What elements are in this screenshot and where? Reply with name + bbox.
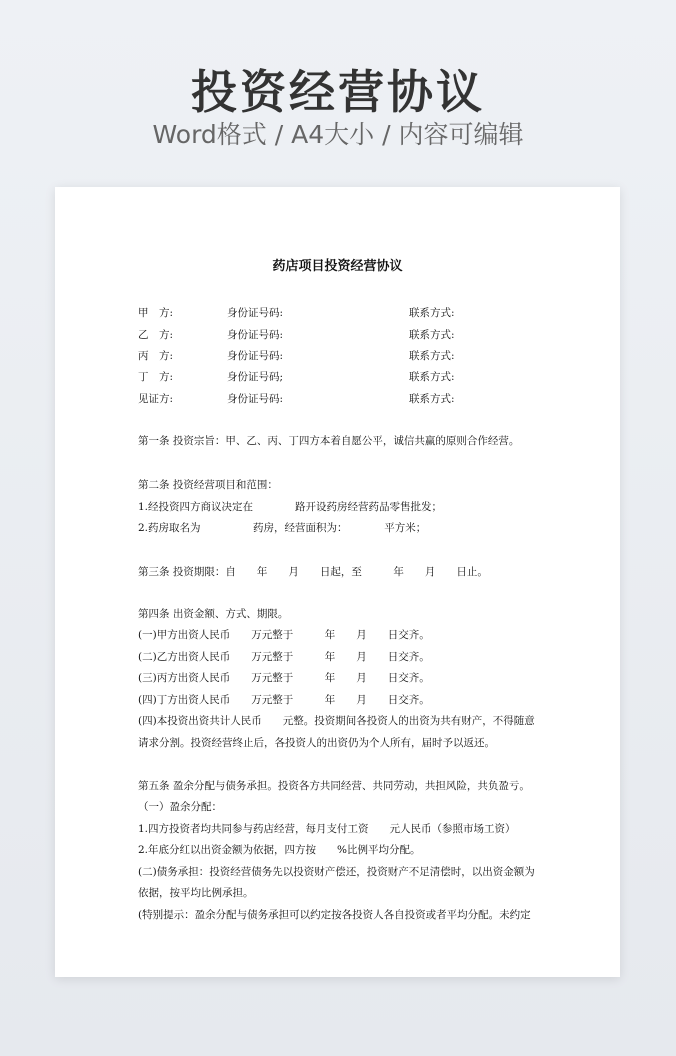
article-1: 第一条 投资宗旨：甲、乙、丙、丁四方本着自愿公平，诚信共赢的原则合作经营。 bbox=[138, 435, 520, 447]
article-5-note: (特别提示：盈余分配与债务承担可以约定按各投资人各自投资或者平均分配。未约定 bbox=[138, 909, 531, 921]
page-subtitle: Word格式 / A4大小 / 内容可编辑 bbox=[152, 120, 524, 149]
party-id-label: 身份证号码: bbox=[227, 329, 284, 341]
document-page bbox=[55, 187, 620, 977]
article-5-heading: 第五条 盈余分配与债务承担。投资各方共同经营、共同劳动，共担风险，共负盈亏。 bbox=[138, 780, 530, 792]
article-5-paragraph: 依据，按平均比例承担。 bbox=[138, 887, 254, 899]
party-id-label: 身份证号码: bbox=[227, 393, 284, 405]
party-role: 见证方: bbox=[138, 393, 174, 405]
party-contact-label: 联系方式: bbox=[409, 307, 455, 319]
article-2-heading: 第二条 投资经营项目和范围： bbox=[138, 479, 278, 491]
party-id-label: 身份证号码: bbox=[227, 307, 284, 319]
document-title: 药店项目投资经营协议 bbox=[272, 259, 403, 274]
party-role: 乙 方: bbox=[138, 329, 174, 341]
article-4-heading: 第四条 出资金额、方式、期限。 bbox=[138, 608, 289, 620]
article-5-paragraph: (二)债务承担：投资经营债务先以投资财产偿还，投资财产不足清偿时，以出资金额为 bbox=[138, 866, 535, 878]
article-4-item: (四)丁方出资人民币 万元整于 年 月 日交齐。 bbox=[138, 694, 430, 706]
article-5-item: 1.四方投资者均共同参与药店经营，每月支付工资 元人民币（参照市场工资） bbox=[138, 823, 516, 835]
article-2-item: 1.经投资四方商议决定在 路开设药房经营药品零售批发； bbox=[138, 501, 443, 513]
article-2-item: 2.药房取名为 药房，经营面积为： 平方米； bbox=[138, 522, 427, 534]
page-title: 投资经营协议 bbox=[191, 65, 485, 119]
article-4-item: (一)甲方出资人民币 万元整于 年 月 日交齐。 bbox=[138, 629, 430, 641]
party-id-label: 身份证号码: bbox=[227, 350, 284, 362]
party-contact-label: 联系方式: bbox=[409, 371, 455, 383]
article-4-item: (三)丙方出资人民币 万元整于 年 月 日交齐。 bbox=[138, 672, 430, 684]
party-id-label: 身份证号码; bbox=[227, 371, 284, 383]
article-4-paragraph: 请求分割。投资经营终止后，各投资人的出资仍为个人所有，届时予以返还。 bbox=[138, 737, 495, 749]
party-contact-label: 联系方式: bbox=[409, 350, 455, 362]
article-4-item: (二)乙方出资人民币 万元整于 年 月 日交齐。 bbox=[138, 651, 430, 663]
article-5-subheading: （一）盈余分配： bbox=[138, 801, 222, 813]
party-role: 丙 方: bbox=[138, 350, 174, 362]
party-role: 甲 方: bbox=[138, 307, 174, 319]
article-4-paragraph: (四)本投资出资共计人民币 元整。投资期间各投资人的出资为共有财产，不得随意 bbox=[138, 715, 535, 727]
party-role: 丁 方: bbox=[138, 371, 174, 383]
party-contact-label: 联系方式: bbox=[409, 393, 455, 405]
article-3: 第三条 投资期限：自 年 月 日起，至 年 月 日止。 bbox=[138, 566, 488, 578]
article-5-item: 2.年底分红以出资金额为依据，四方按 %比例平均分配。 bbox=[138, 844, 421, 856]
party-contact-label: 联系方式: bbox=[409, 329, 455, 341]
